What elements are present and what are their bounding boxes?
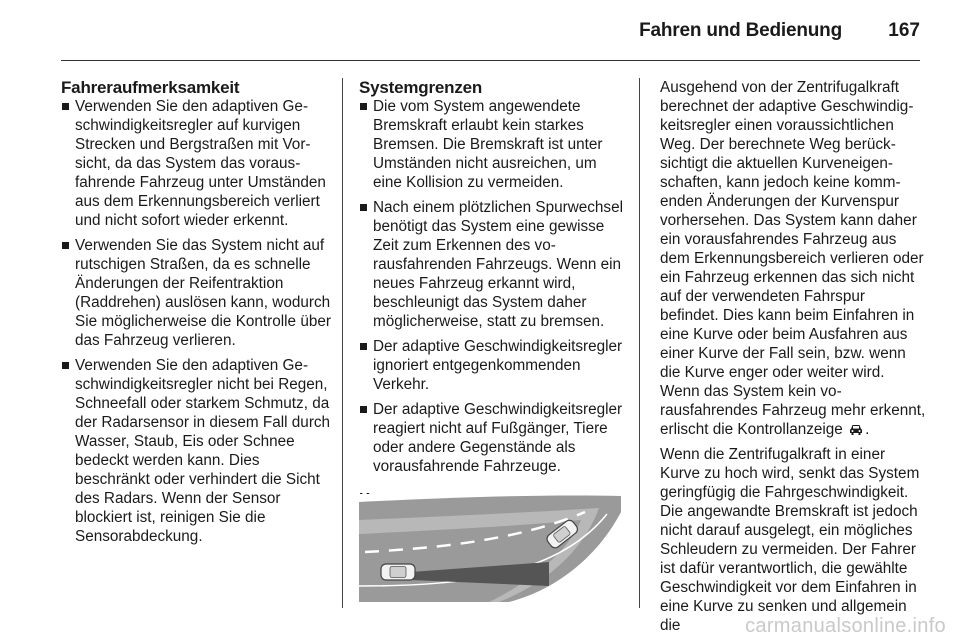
own-car-icon [381, 564, 415, 580]
list-item: Verwenden Sie den adaptiven Geschwindigkeitsregler auf kurvigen Strecken und Bergstraßen mit Vorsicht, da das System das vorausfahrende Fahrzeug unter Umständen aus dem Erkennungsbereich verliert und nicht sofort wieder erkennt. [61, 97, 333, 230]
page-number: 167 [888, 20, 920, 41]
section-heading-fahreraufmerksamkeit: Fahreraufmerksamkeit [61, 78, 240, 97]
list-item: Die vom System angewendete Bremskraft erlaubt kein starkes Bremsen. Die Bremskraft ist unter Umständen nicht ausreichen, um eine Kollision zu vermeiden. [359, 97, 625, 192]
page-header [0, 0, 960, 62]
paragraph-text-end: . [865, 421, 870, 438]
column-divider [639, 78, 640, 608]
list-item: Verwenden Sie den adaptiven Geschwindigkeitsregler nicht bei Regen, Schneefall oder starkem Schmutz, da der Radarsensor in diesem Fall durch Wasser, Staub, Eis oder Schnee bedeckt werden kann. Dies beschränkt oder verhindert die Sicht des Radars. Wenn der Sensor blockiert ist, reinigen Sie die Sensorabdeckung. [61, 356, 333, 546]
column-3 [660, 78, 926, 641]
car-front-icon [849, 423, 863, 436]
list-item: Der adaptive Geschwindigkeitsregler reagiert nicht auf Fußgänger, Tiere oder andere Gegenstände als vorausfahrende Fahrzeuge. [359, 400, 625, 476]
column-2 [359, 78, 625, 509]
watermark: carmanualsonline.info [745, 615, 946, 637]
paragraph: Wenn die Zentrifugalkraft in einer Kurve zu hoch wird, senkt das System geringfügig die Fahrgeschwindigkeit. Die angewandte Bremskraft ist jedoch nicht darauf ausgelegt, ein mögliches Schleudern zu vermeiden. Der Fahrer ist dafür verantwortlich, die gewählte Geschwindigkeit vor dem Einfahren in eine Kurve zu senken und allgemein die [660, 446, 920, 634]
list-item: Der adaptive Geschwindigkeitsregler ignoriert entgegenkommenden Verkehr. [359, 337, 625, 394]
section-heading-systemgrenzen: Systemgrenzen [359, 78, 483, 97]
list-item: Nach einem plötzlichen Spurwechsel benötigt das System eine gewisse Zeit zum Erkennen des vorausfahrenden Fahrzeugs. Wenn ein neues Fahrzeug erkannt wird, beschleunigt das System daher möglicherweise, statt zu bremsen. [359, 198, 625, 331]
header-rule [61, 60, 920, 61]
chapter-title: Fahren und Bedienung [639, 20, 842, 41]
bullet-list [61, 97, 333, 546]
paragraph-text: Ausgehend von der Zentrifugalkraft berechnet der adaptive Geschwindigkeitsregler einen voraussichtlichen Weg. Der berechnete Weg berücksichtigt die aktuellen Kurveneigenschaften, kann jedoch keine kommenden Änderungen der Kurvenspur vorhersehen. Das System kann daher ein vorausfahrendes Fahrzeug aus dem Erkennungsbereich verlieren oder ein Fahrzeug erkennen das sich nicht auf der verwendeten Fahrspur befindet. Dies kann beim Einfahren in eine Kurve oder beim Ausfahren aus einer Kurve der Fall sein, bzw. wenn die Kurve enger oder weiter wird. Wenn das System kein vorausfahrendes Fahrzeug mehr erkennt, erlischt die Kontrollanzeige [660, 79, 926, 438]
column-divider [342, 78, 343, 608]
column-1 [61, 78, 333, 552]
curve-illustration [359, 494, 621, 602]
list-item: Verwenden Sie das System nicht auf rutschigen Straßen, da es schnelle Änderungen der Reifentraktion (Raddrehen) auslösen kann, wodurch Sie möglicherweise die Kontrolle über das Fahrzeug verlieren. [61, 236, 333, 350]
bullet-list [359, 97, 625, 476]
paragraph [660, 78, 926, 439]
